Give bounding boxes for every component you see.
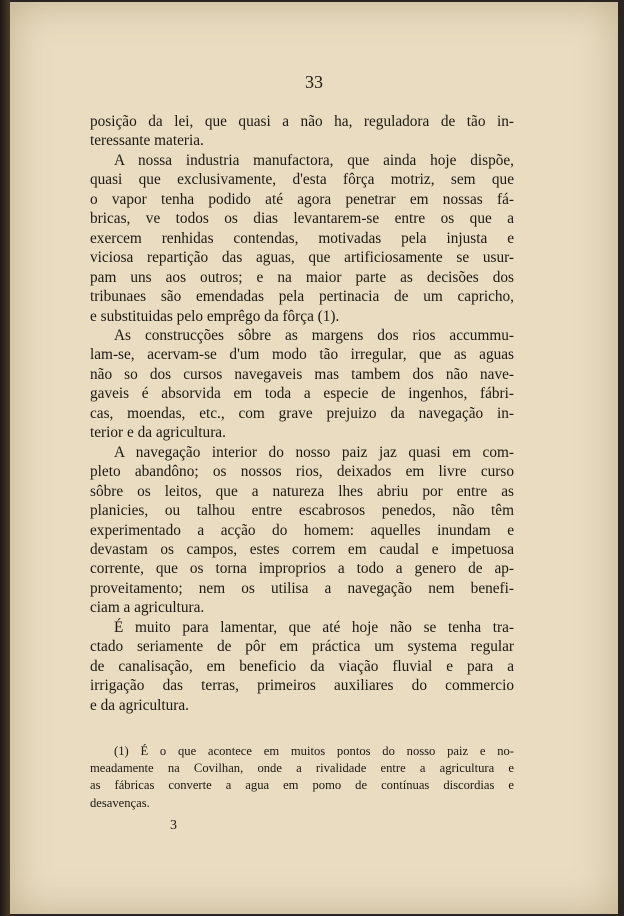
paragraph-3 xyxy=(90,326,514,443)
text-line: devastam os campos, estes correm em caudal e impetuosa xyxy=(90,540,514,558)
text-line: bricas, ve todos os dias levantarem-se entre os que a xyxy=(90,210,514,228)
footnote-line: meadamente na Covilhan, onde a rivalidade entre a agricultura e xyxy=(90,761,514,776)
text-line: o vapor tenha podido até agora penetrar em nossas fá- xyxy=(90,190,514,208)
text-line: terior e da agricultura. xyxy=(90,424,226,442)
text-line: viciosa repartição das aguas, que artificiosamente se usur- xyxy=(90,249,514,267)
text-line: teressante materia. xyxy=(90,132,204,150)
text-line: posição da lei, que quasi a não ha, reguladora de tão in- xyxy=(90,113,514,130)
paragraph-4 xyxy=(90,443,514,618)
book-gutter xyxy=(0,0,10,916)
text-line: As construcções sôbre as margens dos rios accummu- xyxy=(114,326,514,344)
text-line: proveitamento; nem os utilisa a navegação nem benefi- xyxy=(90,579,514,597)
text-line: A navegação interior do nosso paiz jaz quasi em com- xyxy=(114,443,514,461)
footnote xyxy=(90,743,514,812)
text-line: e da agricultura. xyxy=(90,696,189,714)
text-line: lam-se, acervam-se d'um modo tão irregular, que as aguas xyxy=(90,346,514,364)
paragraph-5 xyxy=(90,618,514,715)
text-line: sôbre os leitos, que a natureza lhes abriu por entre as xyxy=(90,482,514,500)
book-page xyxy=(10,2,618,914)
text-line: irrigação das terras, primeiros auxiliares do commercio xyxy=(90,677,514,695)
signature-mark: 3 xyxy=(170,818,177,833)
text-line: tribunaes são emendadas pela pertinacia de um capricho, xyxy=(90,288,514,306)
text-line: exercem renhidas contendas, motivadas pela injusta e xyxy=(90,229,514,247)
page-number: 33 xyxy=(305,72,323,92)
paragraph-2 xyxy=(90,151,514,326)
text-line: corrente, que os torna improprios a todo a genero de ap- xyxy=(90,560,514,578)
text-line: pam uns aos outros; e na maior parte as decisões dos xyxy=(90,268,514,286)
body-text xyxy=(90,112,514,715)
text-line: gaveis é absorvida em toda a especie de ingenhos, fábri- xyxy=(90,385,514,403)
text-line: pleto abandôno; os nossos rios, deixados em livre curso xyxy=(90,463,514,481)
footnote-line: as fábricas converte a agua em pomo de contínuas discordias e xyxy=(90,778,514,793)
text-line: planicies, ou talhou entre escabrosos penedos, não têm xyxy=(90,502,514,520)
text-line: quasi que exclusivamente, d'esta fôrça motriz, sem que xyxy=(90,171,514,189)
text-line: e substituidas pelo emprêgo da fôrça (1). xyxy=(90,307,340,325)
text-line: ctado seriamente de pôr em práctica um systema regular xyxy=(90,638,514,656)
text-line: não so dos cursos navegaveis mas tambem dos não nave- xyxy=(90,365,514,383)
text-line: É muito para lamentar, que até hoje não se tenha tra- xyxy=(114,618,514,636)
text-line: A nossa industria manufactora, que ainda hoje dispõe, xyxy=(114,151,514,169)
text-line: cas, moendas, etc., com grave prejuizo da navegação in- xyxy=(90,404,514,422)
footnote-line: desavenças. xyxy=(90,795,150,810)
text-line: experimentado a acção do homem: aquelles inundam e xyxy=(90,521,514,539)
text-line: ciam a agricultura. xyxy=(90,599,205,617)
paragraph-1 xyxy=(90,112,514,151)
footnote-line: (1) É o que acontece em muitos pontos do nosso paiz e no- xyxy=(114,744,514,758)
text-line: de canalisação, em beneficio da viação fluvial e para a xyxy=(90,657,514,675)
